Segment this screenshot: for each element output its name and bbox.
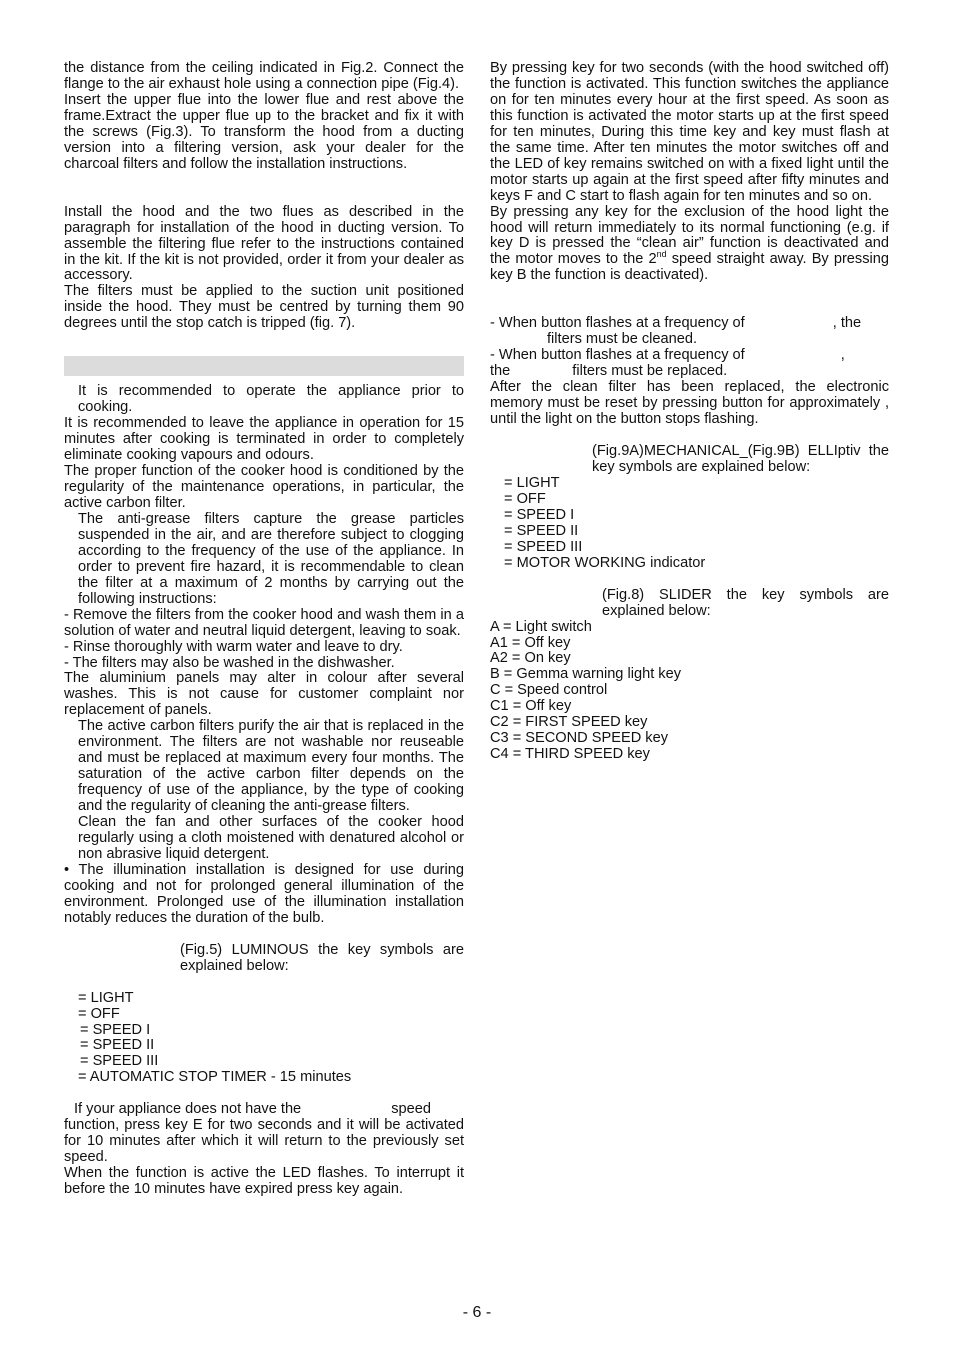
paragraph: By pressing any key for the exclusion of the hood light the hood will return immediately to its normal functioning (e.g. if key D is pressed the “clean air” function is deactivated and the motor moves to the 2nd speed straight away. By pressing key B the function is deactivated). [490, 203, 889, 284]
symbol-item: = AUTOMATIC STOP TIMER - 15 minutes [78, 1069, 352, 1086]
paragraph: The proper function of the cooker hood is conditioned by the regularity of the maintenance operations, in particular, the active carbon filter. [64, 463, 464, 511]
paragraph: • The illumination installation is designed for use during cooking and not for prolonged general illumination of the environment. Prolonged use of the illumination installation notably reduces the duration of the bulb. [64, 861, 464, 926]
list-item: A2 = On key [490, 650, 571, 667]
paragraph: - Remove the filters from the cooker hood and wash them in a solution of water and neutral liquid detergent, leaving to soak. [64, 606, 464, 639]
paragraph: (Fig.9A)MECHANICAL_(Fig.9B) ELLIptiv the key symbols are explained below: [592, 443, 889, 475]
paragraph: The aluminium panels may alter in colour after several washes. This is not cause for customer complaint nor replacement of panels. [64, 670, 464, 719]
list-item: A = Light switch [490, 618, 592, 635]
right-column [490, 61, 889, 763]
paragraph: - The filters may also be washed in the dishwasher. [64, 654, 395, 671]
paragraph: the distance from the ceiling indicated in Fig.2. Connect the flange to the air exhaust hole using a connection pipe (Fig.4). [64, 60, 464, 92]
list-item: B = Gemma warning light key [490, 666, 682, 683]
paragraph: After the clean filter has been replaced, the electronic memory must be reset by pressing button for approximately , until the light on the button stops flashing. [490, 379, 889, 428]
paragraph: (Fig.8) SLIDER the key symbols are explained below: [602, 586, 889, 619]
symbol-item: = OFF [78, 1005, 120, 1022]
symbol-item: = SPEED I [80, 1021, 151, 1038]
list-item: C1 = Off key [490, 698, 572, 715]
page-number: - 6 - [462, 1304, 492, 1321]
paragraph: By pressing key for two seconds (with the hood switched off) the function is activated. This function switches the appliance on for ten minutes every hour at the first speed. As soon as this function is activated the motor starts up at the first speed for ten minutes, During this time key and key must flash at the same time. After ten minutes the motor switches off and the LED of key remains switched on with a fixed light until the motor starts up again at the first speed after fifty minutes and keys F and C start to flash again for ten minutes and so on. [490, 60, 889, 204]
symbol-item: = SPEED III [80, 1053, 159, 1070]
symbol-item: = LIGHT [504, 474, 560, 491]
paragraph: It is recommended to operate the appliance prior to cooking. [78, 383, 464, 416]
paragraph: When the function is active the LED flashes. To interrupt it before the 10 minutes have expired press key again. [64, 1165, 464, 1198]
paragraph: It is recommended to leave the appliance in operation for 15 minutes after cooking is terminated in order to completely eliminate cooking vapours and odours. [64, 415, 464, 464]
symbol-item: = SPEED II [504, 522, 579, 539]
paragraph: If your appliance does not have the speed function, press key E for two seconds and it will be activated for 10 minutes after which it will return to the previously set speed. [64, 1101, 464, 1166]
paragraph: The filters must be applied to the suction unit positioned inside the hood. They must be centred by turning them 90 degrees until the stop catch is tripped (fig. 7). [64, 283, 464, 332]
paragraph: - When button flashes at a frequency of , the filters must be replaced. [490, 347, 845, 380]
list-item: C2 = FIRST SPEED key [490, 714, 648, 731]
paragraph: The anti-grease filters capture the grease particles suspended in the air, and are therefore subject to clogging according to the frequency of the use of the appliance. In order to prevent fire hazard, it is recommendable to clean the filter at a maximum of 2 months by carrying out the following instructions: [78, 510, 464, 607]
paragraph: (Fig.5) LUMINOUS the key symbols are explained below: [180, 941, 464, 974]
list-item: A1 = Off key [490, 634, 571, 651]
list-item: C3 = SECOND SPEED key [490, 730, 669, 747]
symbol-item: = OFF [504, 490, 546, 507]
paragraph: - When button flashes at a frequency of , the filters must be cleaned. [490, 315, 862, 348]
symbol-item: = SPEED III [504, 538, 583, 555]
section-heading-bar [64, 356, 464, 376]
paragraph: The active carbon filters purify the air that is replaced in the environment. The filters are not washable nor reuseable and must be replaced at maximum every four months. The saturation of the active carbon filter depends on the frequency of use of the appliance, by the type of cooking and the regularity of cleaning the anti-grease filters. [78, 718, 464, 815]
symbol-item: = SPEED I [504, 506, 575, 523]
slider-key-list [490, 620, 889, 764]
paragraph: Insert the upper flue into the lower flue and rest above the frame.Extract the upper flue up to the bracket and fix it with the screws (Fig.3). To transform the hood from a ducting version into a filtering version, ask your dealer for the charcoal filters and follow the installation instructions. [64, 91, 464, 172]
symbol-item: = LIGHT [78, 989, 134, 1006]
list-item: C4 = THIRD SPEED key [490, 746, 650, 763]
paragraph: - Rinse thoroughly with warm water and leave to dry. [64, 638, 403, 655]
left-column [64, 61, 464, 1198]
list-item: C = Speed control [490, 682, 608, 699]
symbol-item: = MOTOR WORKING indicator [504, 554, 706, 571]
paragraph: Install the hood and the two flues as described in the paragraph for installation of the hood in ducting version. To assemble the filtering flue refer to the instructions contained in the kit. If the kit is not provided, order it from your dealer as accessory. [64, 203, 464, 284]
symbol-item: = SPEED II [80, 1037, 155, 1054]
paragraph: Clean the fan and other surfaces of the cooker hood regularly using a cloth moistened with denatured alcohol or non abrasive liquid detergent. [78, 814, 464, 862]
